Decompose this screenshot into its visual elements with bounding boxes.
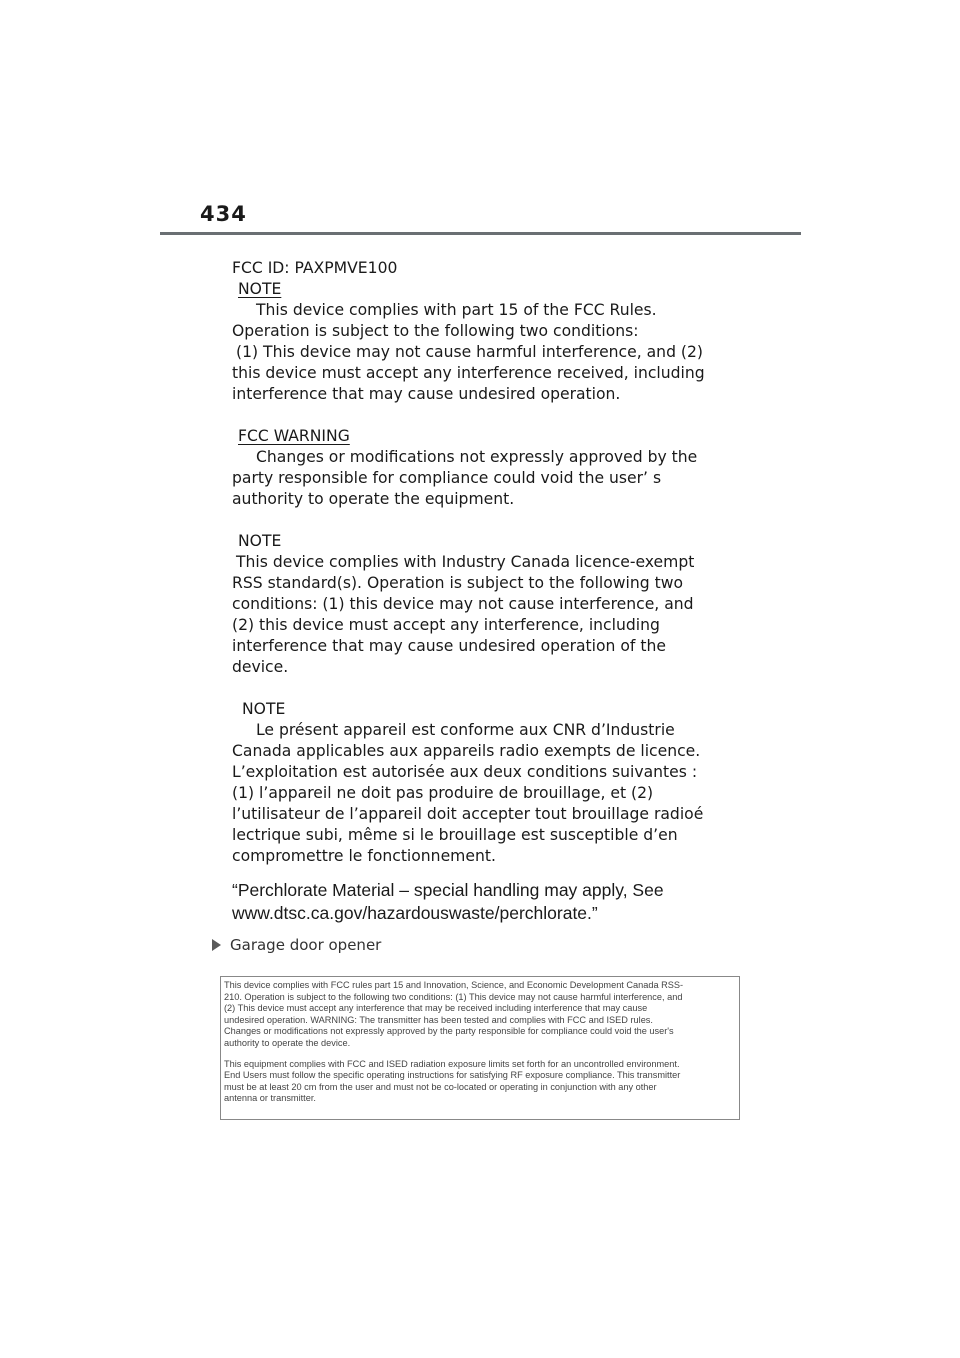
note2-line: interference that may cause undesired operation of the xyxy=(232,637,666,655)
note2-line: conditions: (1) this device may not cause interference, and xyxy=(232,595,694,613)
label-line: undesired operation. WARNING: The transmitter has been tested and complies with FCC and ISED rules. xyxy=(224,1014,653,1025)
triangle-bullet-icon xyxy=(212,939,221,951)
note2-heading: NOTE xyxy=(238,532,282,550)
note1-line: interference that may cause undesired operation. xyxy=(232,385,621,403)
note2-line: (2) this device must accept any interference, including xyxy=(232,616,660,634)
note1-line: Operation is subject to the following two conditions: xyxy=(232,322,639,340)
note2-line: RSS standard(s). Operation is subject to the following two xyxy=(232,574,684,592)
note3-line: L’exploitation est autorisée aux deux conditions suivantes : xyxy=(232,763,698,781)
note1-line: This device complies with part 15 of the FCC Rules. xyxy=(256,301,657,319)
label-line: (2) This device must accept any interference that may be received including interference that may cause xyxy=(224,1003,648,1014)
label-line: authority to operate the device. xyxy=(224,1037,351,1048)
label-line: must be at least 20 cm from the user and must not be co-located or operating in conjunction with any other xyxy=(224,1081,657,1092)
note1-heading: NOTE xyxy=(238,280,282,298)
note3-line: Le présent appareil est conforme aux CNR d’Industrie xyxy=(256,721,675,739)
fcc-warning-line: party responsible for compliance could void the user’ s xyxy=(232,469,662,487)
fcc-id: FCC ID: PAXPMVE100 xyxy=(232,259,398,277)
garage-door-opener-label: Garage door opener xyxy=(230,936,382,954)
note2-line: device. xyxy=(232,658,289,676)
fcc-warning-line: Changes or modifications not expressly approved by the xyxy=(256,448,698,466)
perchlorate-line: “Perchlorate Material – special handling may apply, See xyxy=(232,880,664,900)
label-line: 210. Operation is subject to the following two conditions: (1) This device may not cause harmful interference, and xyxy=(224,991,683,1002)
fcc-warning-heading: FCC WARNING xyxy=(238,427,350,445)
note3-line: Canada applicables aux appareils radio exempts de licence. xyxy=(232,742,701,760)
note1-line: (1) This device may not cause harmful interference, and (2) xyxy=(236,343,704,361)
label-line: This device complies with FCC rules part 15 and Innovation, Science, and Economic Development Canada RSS- xyxy=(224,980,684,990)
header-divider xyxy=(160,232,801,235)
garage-door-opener-heading xyxy=(212,936,381,954)
label-line: Changes or modifications not expressly approved by the party responsible for compliance could void the user's xyxy=(224,1026,674,1037)
note1-line: this device must accept any interference received, including xyxy=(232,364,705,382)
note3-line: l’utilisateur de l’appareil doit accepter tout brouillage radioé xyxy=(232,805,704,823)
note3-line: (1) l’appareil ne doit pas produire de brouillage, et (2) xyxy=(232,784,654,802)
perchlorate-notice xyxy=(232,879,732,925)
label-line: antenna or transmitter. xyxy=(224,1093,316,1104)
garage-door-compliance-label xyxy=(220,976,740,1120)
label-line: End Users must follow the specific operating instructions for satisfying RF exposure compliance. This transmitter xyxy=(224,1070,681,1081)
label-line: This equipment complies with FCC and ISED radiation exposure limits set forth for an uncontrolled environment. xyxy=(224,1058,680,1069)
note3-line: lectrique subi, même si le brouillage est susceptible d’en xyxy=(232,826,678,844)
fcc-compliance-text xyxy=(232,258,732,925)
perchlorate-line: www.dtsc.ca.gov/hazardouswaste/perchlorate.” xyxy=(232,903,598,923)
note3-heading: NOTE xyxy=(242,700,286,718)
note3-line: compromettre le fonctionnement. xyxy=(232,847,496,865)
page-number: 434 xyxy=(200,202,247,226)
fcc-warning-line: authority to operate the equipment. xyxy=(232,490,515,508)
note2-line: This device complies with Industry Canada licence-exempt xyxy=(236,553,695,571)
